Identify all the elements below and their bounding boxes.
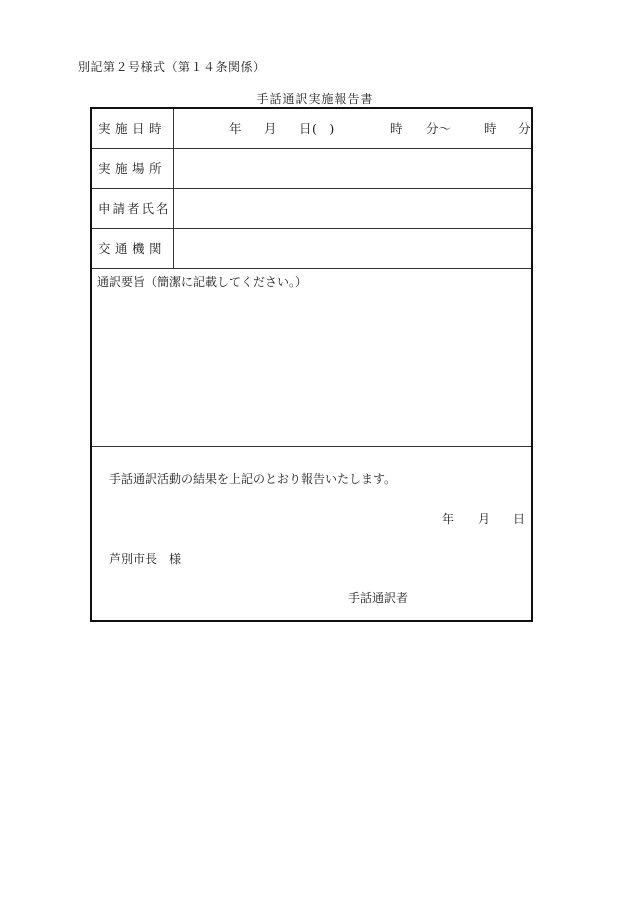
form-title: 手話通訳実施報告書 <box>256 92 374 106</box>
row-applicant-name <box>92 189 531 229</box>
row-label-transportation: 交通機関 <box>92 229 174 268</box>
row-label-datetime: 実施日時 <box>92 109 174 148</box>
location-field[interactable] <box>174 149 531 188</box>
start-hour-unit: 時 <box>390 121 403 136</box>
month-unit: 月 <box>264 121 277 136</box>
row-transportation <box>92 229 531 269</box>
end-hour-unit: 時 <box>484 121 497 136</box>
summary-label: 通訳要旨（簡潔に記載してください。） <box>97 275 308 289</box>
report-form <box>90 107 533 622</box>
row-label-location: 実施場所 <box>92 149 174 188</box>
report-section <box>92 447 531 620</box>
report-date-month: 月 <box>478 512 491 526</box>
row-location <box>92 149 531 189</box>
row-datetime <box>92 109 531 149</box>
end-minute-unit: 分 <box>518 121 531 136</box>
row-label-applicant-name: 申請者氏名 <box>92 189 174 228</box>
weekday-parens: ( ) <box>312 121 335 136</box>
transportation-field[interactable] <box>174 229 531 268</box>
year-unit: 年 <box>229 121 242 136</box>
start-minute-unit: 分〜 <box>426 121 452 136</box>
report-date-day: 日 <box>513 512 526 526</box>
addressee: 芦別市長 様 <box>109 552 182 566</box>
form-reference: 別記第２号様式（第１４条関係） <box>78 60 266 74</box>
day-unit: 日 <box>299 121 312 136</box>
applicant-name-field[interactable] <box>174 189 531 228</box>
report-statement: 手話通訳活動の結果を上記のとおり報告いたします。 <box>109 472 397 486</box>
interpreter-label: 手話通訳者 <box>348 591 409 605</box>
report-date-year: 年 <box>442 512 455 526</box>
summary-field[interactable] <box>92 269 531 447</box>
datetime-field[interactable] <box>174 109 531 148</box>
